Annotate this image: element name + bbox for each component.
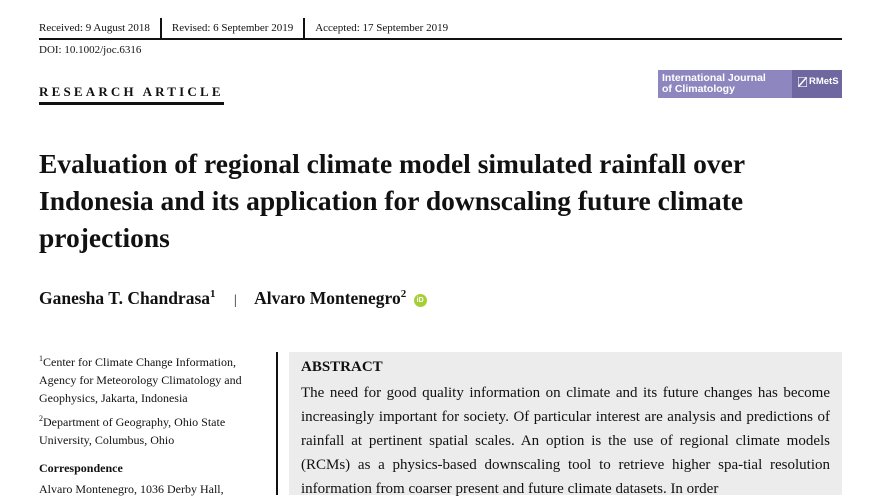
journal-name-line2: of Climatology	[662, 83, 735, 95]
affiliations	[39, 350, 269, 501]
header-rule	[39, 38, 842, 40]
journal-logo[interactable]	[658, 70, 842, 98]
affiliation	[39, 350, 269, 407]
affiliation-num: 2	[39, 414, 43, 423]
abstract-heading: ABSTRACT	[301, 359, 383, 375]
journal-name-line1: International Journal	[662, 72, 766, 84]
article-type: RESEARCH ARTICLE	[39, 84, 224, 105]
correspondence-text: Alvaro Montenegro, 1036 Derby Hall,	[39, 482, 224, 496]
author-name[interactable]: Alvaro Montenegro	[254, 288, 401, 308]
article-history	[39, 18, 458, 38]
author-separator: |	[233, 293, 237, 308]
author-name[interactable]: Ganesha T. Chandrasa	[39, 288, 211, 308]
column-divider	[276, 352, 278, 495]
abstract-box	[289, 352, 842, 495]
affiliation-text: Department of Geography, Ohio State University, Columbus, Ohio	[39, 415, 226, 447]
journal-name	[662, 73, 766, 95]
received-date: Received: 9 August 2018	[39, 18, 162, 38]
orcid-icon[interactable]: iD	[414, 294, 427, 307]
doi[interactable]: DOI: 10.1002/joc.6316	[39, 44, 142, 56]
rmets-logo	[792, 70, 842, 98]
rmets-text: RMetS	[809, 76, 839, 87]
author-list	[39, 288, 427, 309]
accepted-date: Accepted: 17 September 2019	[315, 22, 449, 34]
rmets-icon	[798, 77, 807, 87]
abstract-text: The need for good quality information on climate and its future changes has become increasingly important for society. Of particular interest are analysis and predictions of rainfall at pertinent spatial scales. An option is the use of regional climate models (RCMs) as a physics-based downscaling tool to retrieve higher spa-tial resolution information from coarser present and future climate datasets. In order	[301, 385, 830, 497]
author-affil-sup: 2	[400, 288, 407, 301]
affiliation-text: Center for Climate Change Information, Agency for Meteorology Climatology and Geophysics, Jakarta, Indonesia	[39, 355, 242, 405]
correspondence-heading: Correspondence	[39, 461, 123, 475]
affiliation	[39, 410, 269, 449]
author-affil-sup: 1	[210, 288, 216, 301]
affiliation-num: 1	[39, 354, 43, 363]
revised-date: Revised: 6 September 2019	[162, 18, 305, 38]
article-title: Evaluation of regional climate model simulated rainfall over Indonesia and its application for downscaling future climate projections	[39, 148, 745, 253]
